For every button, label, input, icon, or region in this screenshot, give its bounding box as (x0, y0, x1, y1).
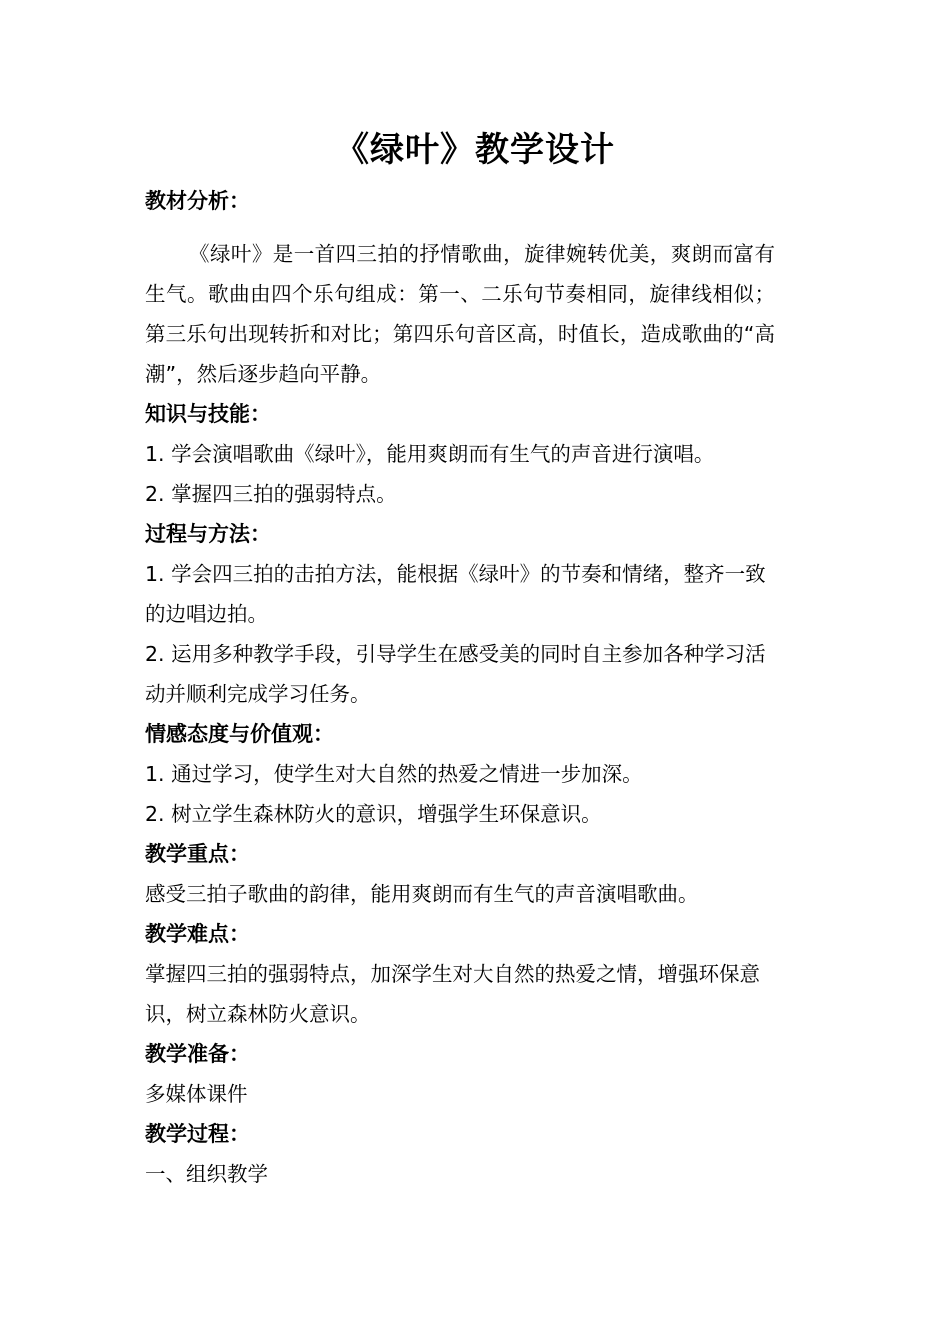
section-heading-key-points: 教学重点： (145, 842, 250, 866)
process-item-2: 2. 运用多种教学手段，引导学生在感受美的同时自主参加各种学习活动并顺利完成学习任务。 (145, 642, 766, 706)
section-heading-analysis: 教材分析： (145, 189, 250, 213)
knowledge-item-1: 1. 学会演唱歌曲《绿叶》，能用爽朗而有生气的声音进行演唱。 (145, 442, 715, 466)
emotion-item-1: 1. 通过学习，使学生对大自然的热爱之情进一步加深。 (145, 762, 643, 786)
section-heading-preparation: 教学准备： (145, 1042, 250, 1066)
page-title: 《绿叶》教学设计 (335, 130, 615, 170)
key-points-text: 感受三拍子歌曲的韵律，能用爽朗而有生气的声音演唱歌曲。 (145, 882, 699, 906)
section-heading-difficulties: 教学难点： (145, 922, 250, 946)
procedure-item-1: 一、组织教学 (145, 1162, 268, 1186)
section-heading-knowledge: 知识与技能： (145, 402, 271, 426)
document-body (145, 180, 775, 1194)
section-heading-emotion: 情感态度与价值观： (145, 722, 334, 746)
emotion-item-2: 2. 树立学生森林防火的意识，增强学生环保意识。 (145, 802, 602, 826)
preparation-text: 多媒体课件 (145, 1082, 248, 1106)
difficulties-text: 掌握四三拍的强弱特点，加深学生对大自然的热爱之情，增强环保意识，树立森林防火意识。 (145, 962, 760, 1026)
analysis-paragraph: 《绿叶》是一首四三拍的抒情歌曲，旋律婉转优美，爽朗而富有生气。歌曲由四个乐句组成：第一、二乐句节奏相同，旋律线相似；第三乐句出现转折和对比；第四乐句音区高，时值长，造成歌曲的“高潮”，然后逐步趋向平静。 (145, 242, 775, 386)
section-heading-process: 过程与方法： (145, 522, 271, 546)
process-item-1: 1. 学会四三拍的击拍方法，能根据《绿叶》的节奏和情绪，整齐一致的边唱边拍。 (145, 562, 766, 626)
knowledge-item-2: 2. 掌握四三拍的强弱特点。 (145, 482, 397, 506)
section-heading-procedure: 教学过程： (145, 1122, 250, 1146)
